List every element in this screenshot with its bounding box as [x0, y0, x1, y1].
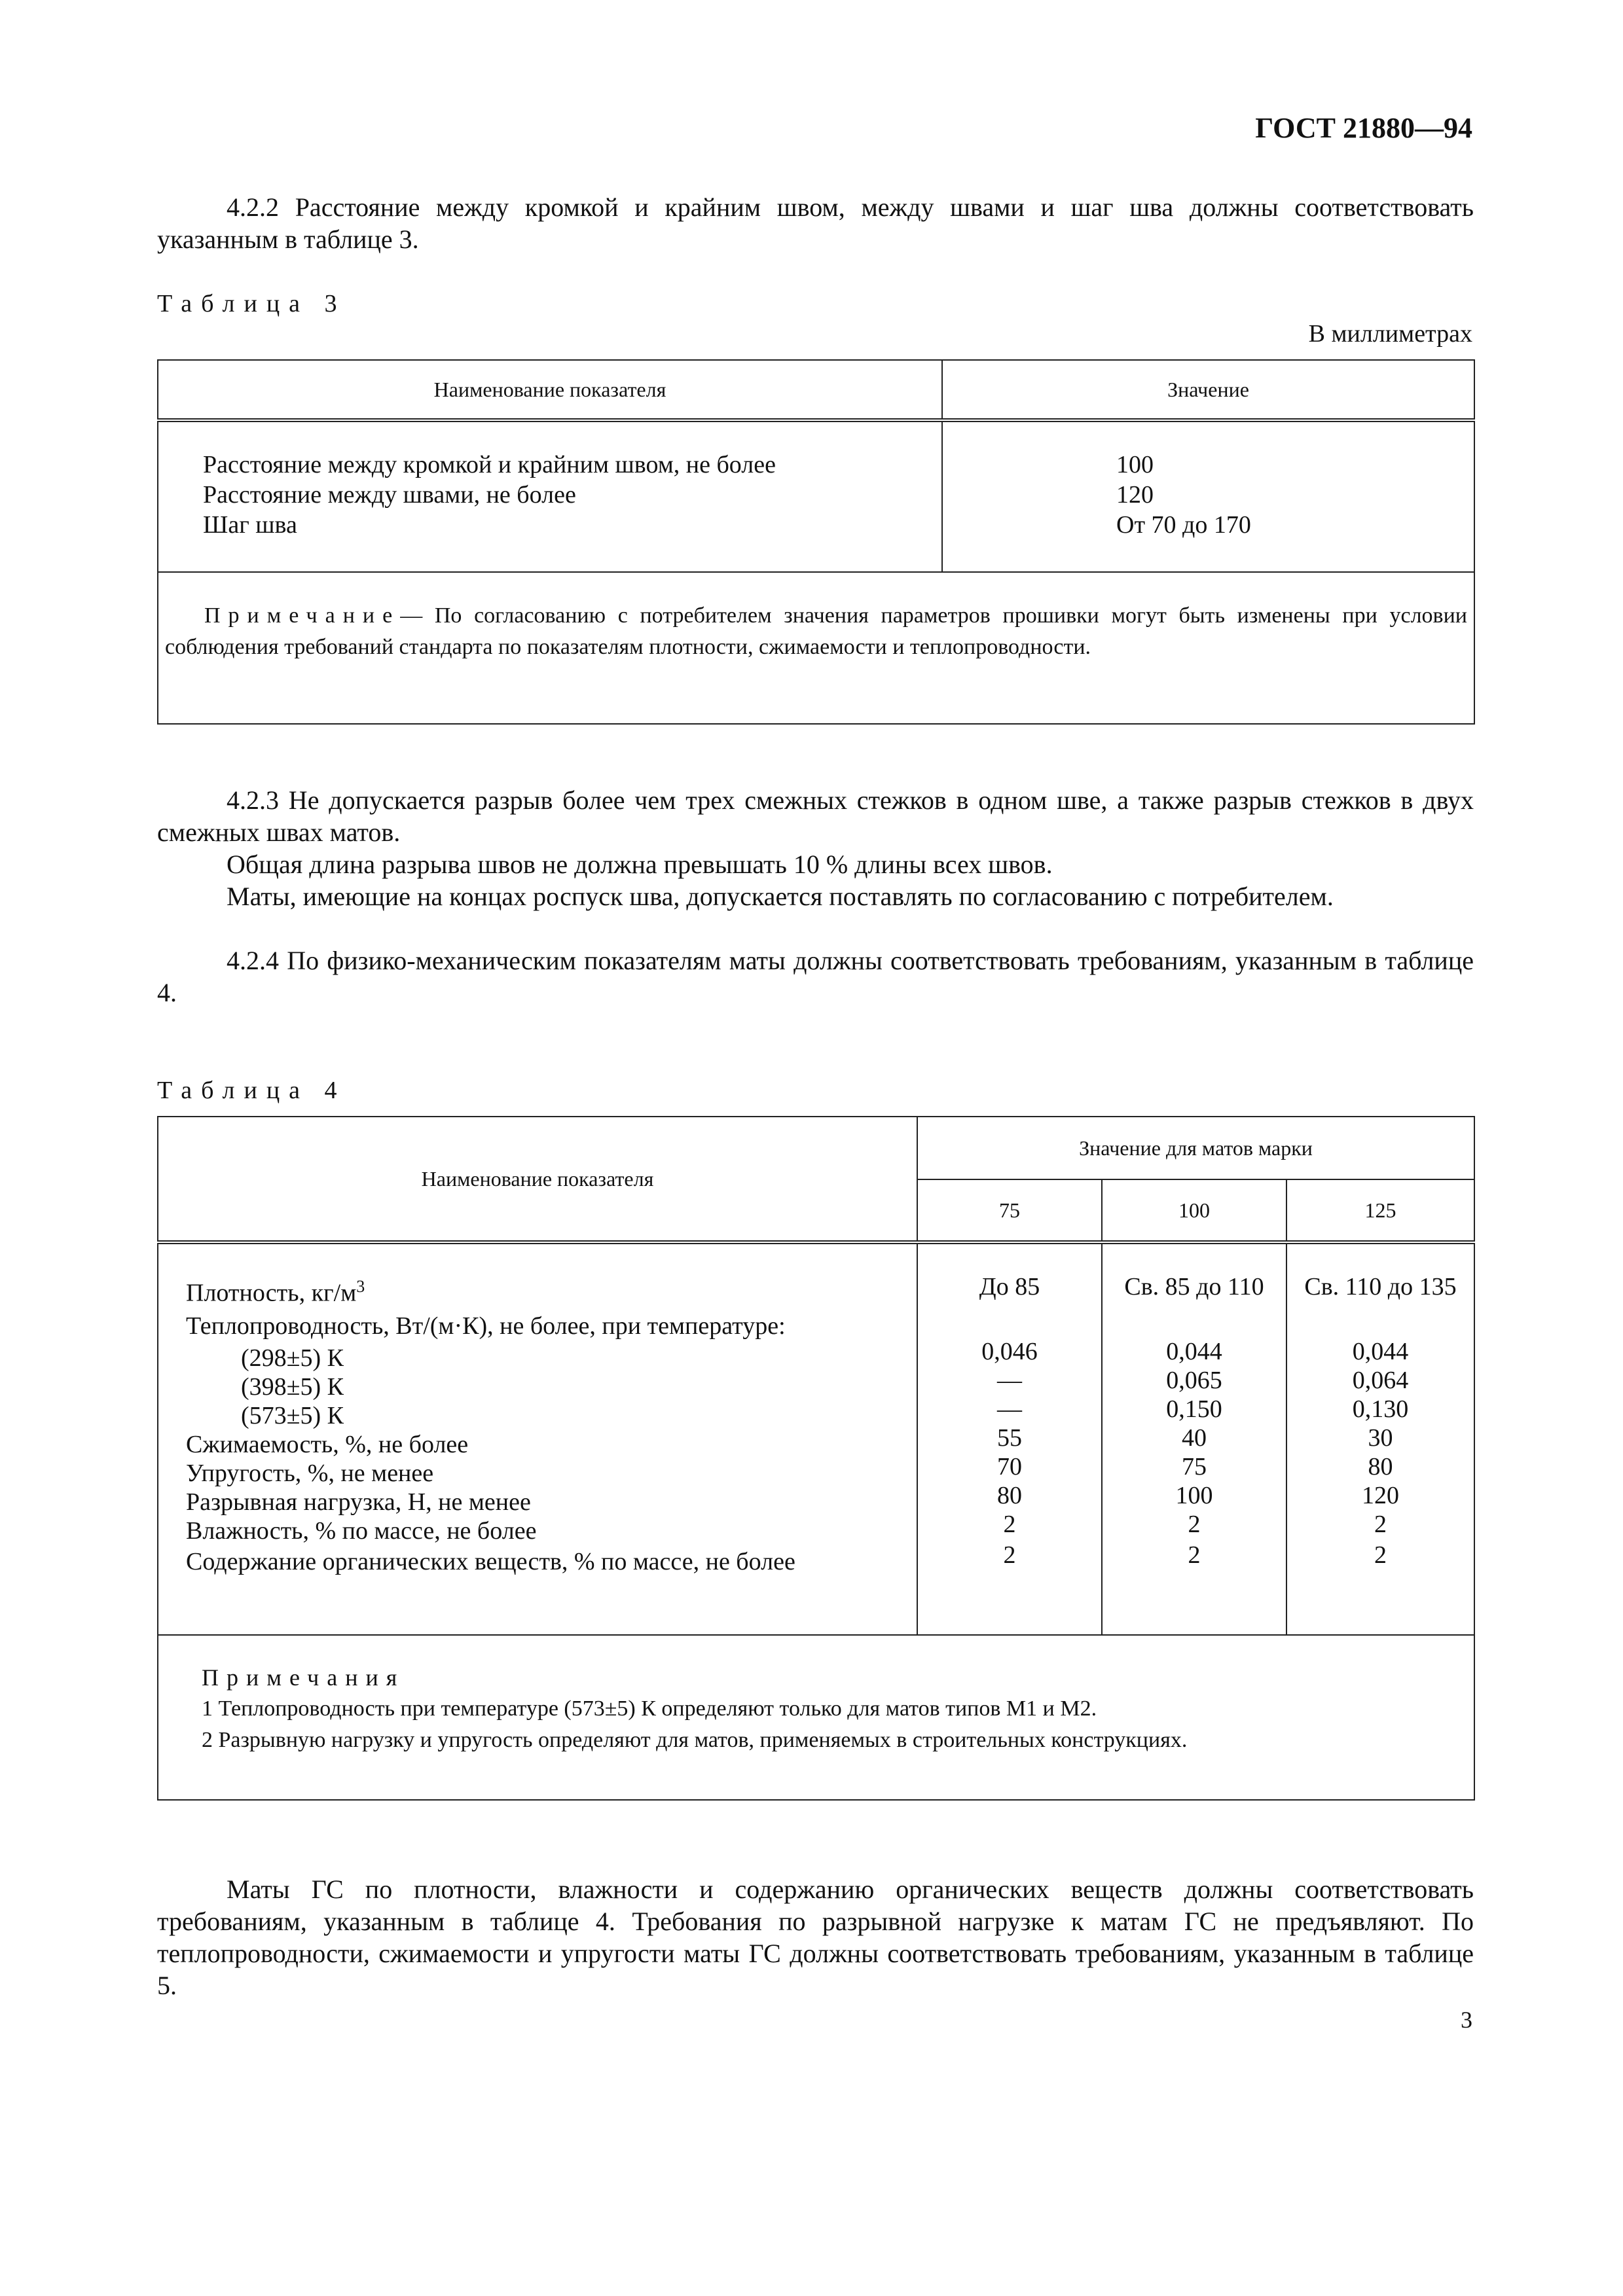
table-3: [157, 359, 1475, 725]
table4-cell: 80: [997, 1482, 1022, 1509]
table4-cell: 40: [1182, 1424, 1207, 1452]
table-4: [157, 1116, 1475, 1801]
table4-cell: 2: [1188, 1511, 1201, 1538]
table4-cell: 30: [1368, 1424, 1393, 1452]
table4-cell: 70: [997, 1453, 1022, 1480]
table3-row-value: 100: [1116, 451, 1154, 478]
table4-grade-125: 125: [1286, 1179, 1474, 1242]
table3-header-name: Наименование показателя: [158, 360, 942, 420]
table4-cell: 0,150: [1166, 1395, 1222, 1423]
table3-units: В миллиметрах: [1308, 320, 1472, 348]
table4-cell: 2: [1374, 1511, 1387, 1538]
paragraph-mats-delivery: Маты, имеющие на концах роспуск шва, допускается поставлять по согласованию с потребителем.: [227, 882, 1334, 911]
table3-row-name: Расстояние между кромкой и крайним швом, не более: [203, 451, 776, 478]
table3-row-value: 120: [1116, 481, 1154, 509]
table4-cell: 0,044: [1352, 1338, 1409, 1365]
table4-cell: 0,130: [1352, 1395, 1409, 1423]
paragraph-total-break: Общая длина разрыва швов не должна превышать 10 % длины всех швов.: [227, 850, 1053, 879]
table3-row-name: Шаг шва: [203, 511, 297, 539]
table4-cell: —: [997, 1367, 1022, 1394]
table4-col-75: [917, 1242, 1102, 1635]
table4-cell: 2: [1374, 1541, 1387, 1569]
table4-cell: 0,065: [1166, 1367, 1222, 1394]
table4-cell: Св. 110 до 135: [1304, 1273, 1457, 1300]
table4-cell: 0,046: [981, 1338, 1038, 1365]
table4-cell: 55: [997, 1424, 1022, 1452]
table3-note-label: Примечание: [204, 603, 401, 628]
standard-number: ГОСТ 21880—94: [1255, 112, 1472, 144]
table3-note: [158, 572, 1474, 724]
table4-row-name: Сжимаемость, %, не более: [186, 1430, 469, 1458]
table3-names-cell: [158, 420, 942, 572]
table4-row-name: (298±5) К: [241, 1344, 344, 1372]
table3-values-cell: [942, 420, 1474, 572]
table4-cell: Св. 85 до 110: [1124, 1273, 1264, 1300]
table4-note-item: 1 Теплопроводность при температуре (573±5) К определяют только для матов типов М1 и М2.: [202, 1696, 1097, 1721]
paragraph-4-2-2: 4.2.2 Расстояние между кромкой и крайним швом, между швами и шаг шва должны соответствовать указанным в таблице 3.: [157, 192, 1474, 254]
table4-note-item: 2 Разрывную нагрузку и упругость определяют для матов, применяемых в строительных конструкциях.: [202, 1728, 1188, 1752]
paragraph-4-2-3: 4.2.3 Не допускается разрыв более чем трех смежных стежков в одном шве, а также разрыв стежков в двух смежных швах матов.: [157, 785, 1474, 847]
table4-cell: 80: [1368, 1453, 1393, 1480]
table4-names-cell: [158, 1242, 917, 1635]
table4-cell: —: [997, 1395, 1022, 1423]
table4-cell-empty: [1287, 1304, 1474, 1335]
paragraph-4-2-4: 4.2.4 По физико-механическим показателям маты должны соответствовать требованиям, указанным в таблице 4.: [157, 946, 1474, 1007]
table4-row-name: Разрывная нагрузка, Н, не менее: [186, 1488, 531, 1516]
paragraph-gs-mats: Маты ГС по плотности, влажности и содержанию органических веществ должны соответствовать требованиям, указанным в таблице 4. Требования по разрывной нагрузке к матам ГС не предъявляют. По теплопроводности, сжимаемости и упругости маты ГС должны соответствовать требованиям, указанным в таблице 5.: [157, 1874, 1474, 2000]
table4-cell: 120: [1362, 1482, 1399, 1509]
table4-cell: 0,044: [1166, 1338, 1222, 1365]
table4-caption: Таблица 4: [157, 1077, 346, 1104]
table4-row-name: Теплопроводность, Вт/(м·К), не более, при температуре:: [186, 1312, 786, 1340]
table4-col-100: [1102, 1242, 1286, 1635]
table4-cell: 2: [1003, 1511, 1016, 1538]
table3-note-text: — По согласованию с потребителем значения параметров прошивки могут быть изменены при условии соблюдения требований стандарта по показателям плотности, сжимаемости и теплопроводности.: [165, 603, 1467, 659]
table4-cell: 0,064: [1352, 1367, 1409, 1394]
table3-row-name: Расстояние между швами, не более: [203, 481, 576, 509]
table4-cell-empty: [918, 1304, 1101, 1335]
table4-cell: 100: [1175, 1482, 1213, 1509]
table4-row-name: Влажность, % по массе, не более: [186, 1516, 537, 1545]
table4-cell: 2: [1003, 1541, 1016, 1569]
table4-header-name: Наименование показателя: [158, 1117, 917, 1242]
table4-grade-100: 100: [1102, 1179, 1286, 1242]
table4-row-name: Упругость, %, не менее: [186, 1459, 434, 1487]
table4-row-name: (398±5) К: [241, 1372, 344, 1401]
table4-row-name: Плотность, $кг/м^3$: [186, 1277, 365, 1307]
table3-header-value: Значение: [942, 360, 1474, 420]
table4-cell: 2: [1188, 1541, 1201, 1569]
table4-header-group: Значение для матов марки: [917, 1117, 1474, 1179]
table3-row-value: От 70 до 170: [1116, 511, 1251, 539]
table3-caption: Таблица 3: [157, 290, 346, 317]
table4-cell: До 85: [979, 1273, 1040, 1300]
table4-cell-empty: [1103, 1304, 1286, 1335]
table4-grade-75: 75: [917, 1179, 1102, 1242]
table4-notes: [158, 1635, 1474, 1800]
page-number: 3: [1461, 2007, 1472, 2033]
table4-row-name: Содержание органических веществ, % по массе, не более: [186, 1547, 795, 1575]
table4-cell: 75: [1182, 1453, 1207, 1480]
table4-col-125: [1286, 1242, 1474, 1635]
table4-row-name: (573±5) К: [241, 1401, 344, 1429]
table4-notes-label: Примечания: [202, 1664, 405, 1691]
